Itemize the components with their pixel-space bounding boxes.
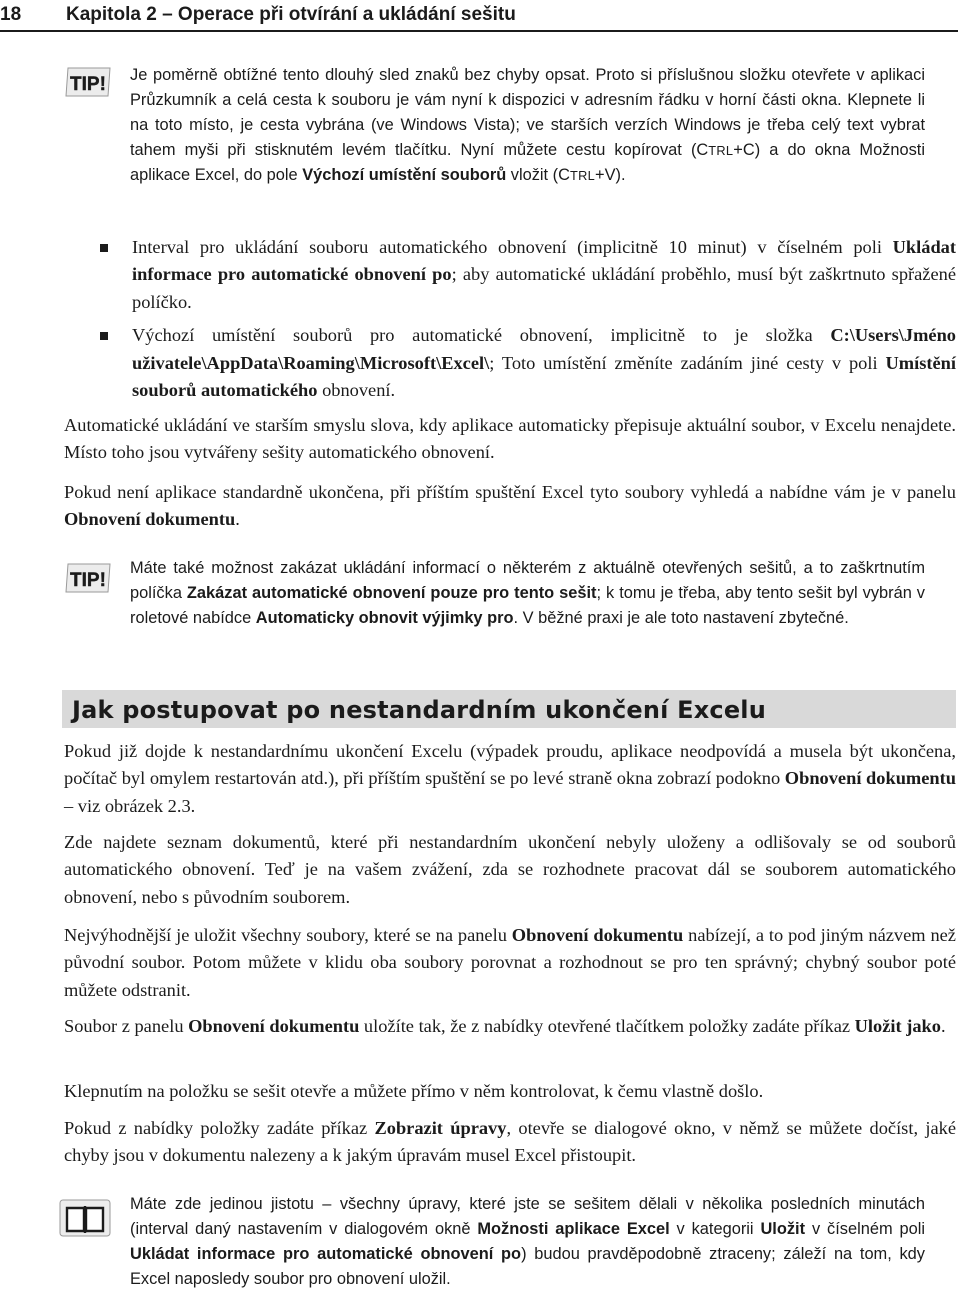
tip-icon [62, 64, 114, 100]
paragraph: Klepnutím na položku se sešit otevře a můžete přímo v něm kontrolovat, k čemu vlastně došlo. [64, 1081, 764, 1101]
paragraph: Zde najdete seznam dokumentů, které při nestandardním ukončení nebyly uloženy a odlišovaly se od souborů automatického obnovení. Teď je na vašem zvážení, zda se rozhodnete pracovat dál se souborem automatického obnovení, nebo s původním souborem. [64, 832, 956, 907]
section-heading: Jak postupovat po nestandardním ukončení Excelu [72, 696, 767, 724]
paragraph: Pokud již dojde k nestandardnímu ukončení Excelu (výpadek proudu, aplikace neodpovídá a musela být ukončena, počítač byl omylem restartován atd.), při příštím spuštění se po levé straně okna zobrazí podokno Obnovení dokumentu – viz obrázek 2.3. [64, 741, 956, 816]
list-item: Výchozí umístění souborů pro automatické obnovení, implicitně to je složka C:\Users\Jméno uživatele\AppData\Roaming\Microsoft\Excel\; Toto umístění změníte zadáním jiné cesty v poli Umístění souborů automatického obnovení. [64, 322, 956, 404]
bullet-list [64, 234, 956, 404]
paragraph: Pokud z nabídky položky zadáte příkaz Zobrazit úpravy, otevře se dialogové okno, v němž se můžete dočíst, jaké chyby jsou v dokumentu nalezeny a k jakým úpravám musel Excel přistoupit. [64, 1118, 956, 1166]
bullet-square-icon [100, 244, 108, 252]
tip-badge-label: TIP! [70, 74, 106, 95]
section-heading-bar [62, 690, 956, 728]
paragraph: Soubor z panelu Obnovení dokumentu uložíte tak, že z nabídky otevřené tlačítkem položky zadáte příkaz Uložit jako. [64, 1016, 946, 1036]
tip-note-1: Je poměrně obtížné tento dlouhý sled znaků bez chyby opsat. Proto si příslušnou složku otevřete v aplikaci Průzkumník a celá cesta k souboru je vám nyní k dispozici v adresním řádku v horní části okna. Klepnete li na toto místo, je cesta vybrána (ve Windows Vista); ve starších verzích Windows je třeba celý text vybrat tahem myši při stisknutém levém tlačítku. Nyní můžete cestu kopírovat (CTRL+C) a do okna Možnosti aplikace Excel, do pole Výchozí umístění souborů vložit (CTRL+V). [130, 66, 926, 184]
running-header [0, 0, 960, 30]
list-item: Interval pro ukládání souboru automatického obnovení (implicitně 10 minut) v číselném poli Ukládat informace pro automatické obnovení po; aby automatické ukládání proběhlo, musí být zaškrtnuto spřažené políčko. [64, 234, 956, 316]
paragraph: Automatické ukládání ve starším smyslu slova, kdy aplikace automaticky přepisuje aktuální soubor, v Excelu nenajdete. Místo toho jsou vytvářeny sešity automatického obnovení. [64, 415, 956, 463]
paragraph: Nejvýhodnější je uložit všechny soubory, které se na panelu Obnovení dokumentu nabízejí, a to pod jiným názvem než původní soubor. Potom můžete v klidu oba soubory porovnat a rozhodnout se pro ten správný; chybný soubor poté můžete odstranit. [64, 925, 956, 1000]
page-number: 18 [0, 4, 22, 25]
paragraph: Pokud není aplikace standardně ukončena, při příštím spuštění Excel tyto soubory vyhledá a nabídne vám je v panelu Obnovení dokumentu. [64, 482, 956, 530]
book-note: Máte zde jedinou jistotu – všechny úpravy, které jste se sešitem dělali v několika posledních minutách (interval daný nastavením v dialogovém okně Možnosti aplikace Excel v kategorii Uložit v číselném poli Ukládat informace pro automatické obnovení po) budou pravděpodobně ztraceny; záleží na tom, kdy Excel naposledy soubor pro obnovení uložil. [130, 1195, 925, 1288]
tip-badge-label: TIP! [70, 570, 106, 591]
bullet-square-icon [100, 332, 108, 340]
tip-note-2: Máte také možnost zakázat ukládání informací o některém z aktuálně otevřených sešitů, a to zaškrtnutím políčka Zakázat automatické obnovení pouze pro tento sešit; k tomu je třeba, aby tento sešit byl vybrán v roletové nabídce Automaticky obnovit výjimky pro. V běžné praxi je ale toto nastavení zbytečné. [130, 559, 925, 627]
header-rule [0, 30, 958, 32]
tip-icon [62, 560, 114, 596]
chapter-title: Kapitola 2 – Operace při otvírání a ukládání sešitu [66, 4, 516, 25]
book-icon [58, 1198, 112, 1238]
